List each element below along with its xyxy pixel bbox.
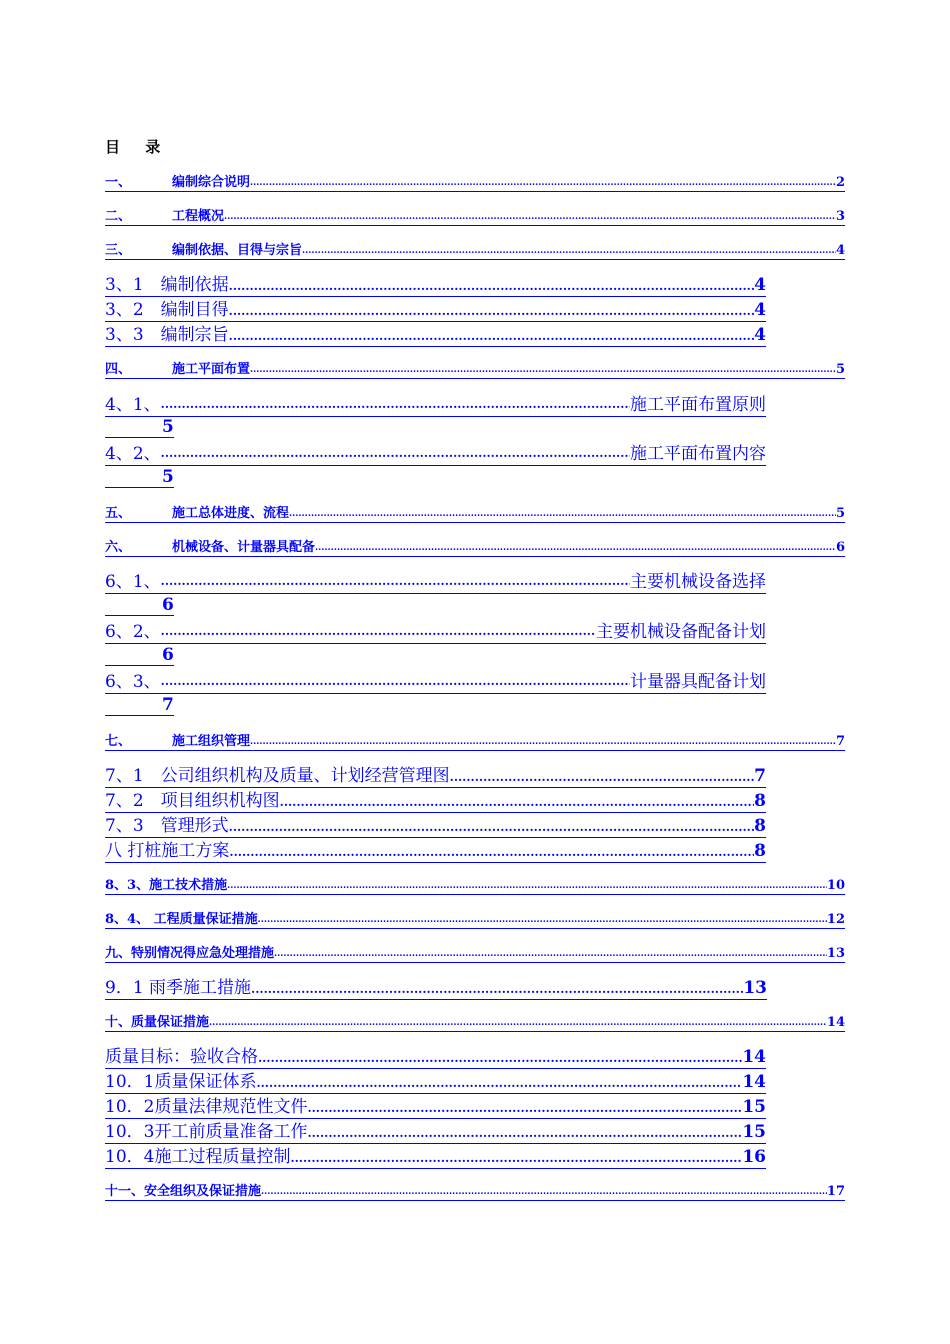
toc-title: 目 录 [105, 138, 171, 156]
toc-leader-dots [251, 983, 743, 995]
toc-entry-page: 6 [162, 645, 174, 665]
toc-entry-page: 14 [826, 1015, 845, 1030]
toc-entry-text: 主要机械设备选择 [630, 572, 766, 592]
toc-entry-text: 编制综合说明 [172, 175, 251, 190]
toc-entry[interactable] [105, 789, 766, 813]
toc-entry[interactable] [105, 839, 766, 863]
toc-leader-dots [229, 821, 755, 833]
toc-leader-dots [450, 771, 755, 783]
toc-entry[interactable] [105, 670, 766, 694]
toc-leader-dots [161, 447, 630, 459]
toc-leader-dots [229, 846, 754, 858]
toc-entry-page: 5 [835, 362, 845, 377]
toc-entry-page: 7 [754, 766, 766, 786]
toc-entry-text: 工程概况 [172, 209, 225, 224]
toc-entry-text: 质量目标：验收合格 [105, 1047, 258, 1067]
toc-entry-text: 十一、安全组织及保证措施 [105, 1184, 262, 1199]
toc-leader-dots [258, 915, 827, 925]
toc-entry-text: 编制依据、目得与宗旨 [172, 243, 303, 258]
toc-leader-dots [290, 1152, 742, 1164]
toc-entry-page: 5 [162, 417, 174, 437]
toc-entry-text: 施工总体进度、流程 [172, 506, 290, 521]
toc-entry[interactable] [105, 1145, 766, 1169]
toc-entry[interactable] [105, 1070, 766, 1094]
toc-entry-page: 13 [826, 946, 845, 961]
toc-entry[interactable] [105, 1120, 766, 1144]
toc-entry-page-line[interactable] [105, 417, 174, 440]
toc-entry-page: 15 [742, 1097, 766, 1117]
toc-entry[interactable] [105, 1095, 766, 1119]
toc-leader-dots [315, 543, 836, 553]
toc-entry-page: 8 [754, 791, 766, 811]
toc-entry-page-line[interactable] [105, 467, 174, 490]
toc-entry-text: 10．4施工过程质量控制 [105, 1147, 291, 1167]
toc-leader-dots [209, 1018, 827, 1028]
toc-leader-dots [280, 796, 755, 808]
toc-entry-page: 4 [754, 325, 766, 345]
toc-entry[interactable] [105, 1013, 845, 1032]
toc-entry[interactable] [105, 570, 766, 594]
toc-entry-page: 4 [754, 300, 766, 320]
toc-entry-text: 9．1 雨季施工措施 [105, 978, 252, 998]
toc-entry-text: 10．1质量保证体系 [105, 1072, 257, 1092]
toc-entry-text: 3、3 编制宗旨 [105, 325, 229, 345]
toc-leader-dots [161, 398, 630, 410]
toc-entry-number: 五、 [105, 506, 132, 521]
toc-leader-dots [250, 178, 836, 188]
toc-entry-number: 三、 [105, 243, 132, 258]
toc-entry-page: 10 [826, 878, 845, 893]
toc-entry-page: 8 [754, 816, 766, 836]
toc-entry-text: 7、2 项目组织机构图 [105, 791, 280, 811]
toc-entry-text: 计量器具配备计划 [630, 672, 766, 692]
toc-leader-dots [229, 330, 755, 342]
toc-entry-page: 12 [826, 912, 845, 927]
toc-entry[interactable] [105, 173, 845, 192]
toc-entry[interactable] [105, 360, 845, 379]
toc-entry[interactable] [105, 814, 766, 838]
toc-entry-text: 十、质量保证措施 [105, 1015, 210, 1030]
toc-entry-text: 施工平面布置原则 [630, 395, 766, 415]
toc-leader-dots [289, 509, 836, 519]
toc-entry[interactable] [105, 620, 766, 644]
toc-entry-page: 7 [835, 734, 845, 749]
toc-entry-text: 8、4、 工程质量保证措施 [105, 912, 258, 927]
toc-entry-page: 5 [835, 506, 845, 521]
toc-entry-text: 九、特别情况得应急处理措施 [105, 946, 275, 961]
toc-leader-dots [302, 246, 836, 256]
toc-entry-number: 二、 [105, 209, 132, 224]
toc-entry-number: 6、2、 [105, 622, 161, 642]
toc-entry-page: 4 [835, 243, 845, 258]
toc-entry-number: 四、 [105, 362, 132, 377]
toc-entry-page: 3 [835, 209, 845, 224]
toc-entry-text: 主要机械设备配备计划 [596, 622, 766, 642]
toc-leader-dots [229, 305, 755, 317]
toc-entry-number: 七、 [105, 734, 132, 749]
toc-entry-text: 7、1 公司组织机构及质量、计划经营管理图 [105, 766, 450, 786]
toc-entry-page: 14 [742, 1047, 766, 1067]
toc-entry-text: 10．3开工前质量准备工作 [105, 1122, 308, 1142]
toc-leader-dots [261, 1187, 827, 1197]
toc-entry-text: 机械设备、计量器具配备 [172, 540, 316, 555]
toc-leader-dots [250, 737, 836, 747]
toc-entry[interactable] [105, 910, 845, 929]
toc-entry-number: 4、1、 [105, 395, 161, 415]
toc-entry[interactable] [105, 538, 845, 557]
toc-entry[interactable] [105, 876, 845, 895]
toc-entry-page: 17 [826, 1184, 845, 1199]
toc-leader-dots [258, 1052, 742, 1064]
toc-entry[interactable] [105, 1045, 766, 1069]
toc-entry-page: 4 [754, 275, 766, 295]
toc-entry[interactable] [105, 207, 845, 226]
toc-entry-text: 施工平面布置 [172, 362, 251, 377]
toc-entry[interactable] [105, 504, 845, 523]
toc-entry-page: 6 [162, 595, 174, 615]
toc-leader-dots [229, 280, 755, 292]
toc-entry-text: 3、2 编制目得 [105, 300, 229, 320]
toc-entry-number: 4、2、 [105, 444, 161, 464]
toc-entry-page: 5 [162, 467, 174, 487]
toc-entry[interactable] [105, 393, 766, 417]
toc-entry-number: 6、3、 [105, 672, 161, 692]
toc-entry-page: 2 [835, 175, 845, 190]
toc-entry-page: 15 [742, 1122, 766, 1142]
toc-entry-text: 10．2质量法律规范性文件 [105, 1097, 308, 1117]
toc-entry[interactable] [105, 273, 766, 297]
toc-entry-page: 8 [754, 841, 766, 861]
toc-leader-dots [274, 949, 827, 959]
toc-entry[interactable] [105, 323, 766, 347]
toc-entry-number: 6、1、 [105, 572, 161, 592]
toc-entry[interactable] [105, 442, 766, 466]
toc-entry-page-line[interactable] [105, 645, 174, 668]
toc-entry-number: 六、 [105, 540, 132, 555]
toc-entry[interactable] [105, 944, 845, 963]
toc-leader-dots [224, 212, 836, 222]
toc-entry-number: 一、 [105, 175, 132, 190]
toc-leader-dots [307, 1102, 742, 1114]
toc-entry-text: 施工平面布置内容 [630, 444, 766, 464]
toc-entry-text: 施工组织管理 [172, 734, 251, 749]
toc-entry-page-line[interactable] [105, 595, 174, 618]
toc-leader-dots [227, 881, 827, 891]
toc-entry-page: 13 [743, 978, 767, 998]
toc-entry[interactable] [105, 298, 766, 322]
toc-leader-dots [307, 1127, 742, 1139]
toc-leader-dots [161, 625, 596, 637]
toc-entry-page: 7 [162, 695, 174, 715]
toc-leader-dots [256, 1077, 742, 1089]
toc-entry[interactable] [105, 732, 845, 751]
toc-entry-page: 6 [835, 540, 845, 555]
toc-entry-text: 8、3、施工技术措施 [105, 878, 228, 893]
toc-entry-text: 7、3 管理形式 [105, 816, 229, 836]
toc-entry-text: 八 打桩施工方案 [105, 841, 230, 861]
toc-leader-dots [161, 575, 630, 587]
toc-leader-dots [161, 675, 630, 687]
toc-entry[interactable] [105, 976, 767, 1000]
toc-entry-text: 3、1 编制依据 [105, 275, 229, 295]
toc-entry[interactable] [105, 1182, 845, 1201]
toc-entry-page: 14 [742, 1072, 766, 1092]
toc-leader-dots [250, 365, 836, 375]
toc-entry-page: 16 [742, 1147, 766, 1167]
toc-entry[interactable] [105, 764, 766, 788]
toc-entry-page-line[interactable] [105, 695, 174, 718]
toc-entry[interactable] [105, 241, 845, 260]
